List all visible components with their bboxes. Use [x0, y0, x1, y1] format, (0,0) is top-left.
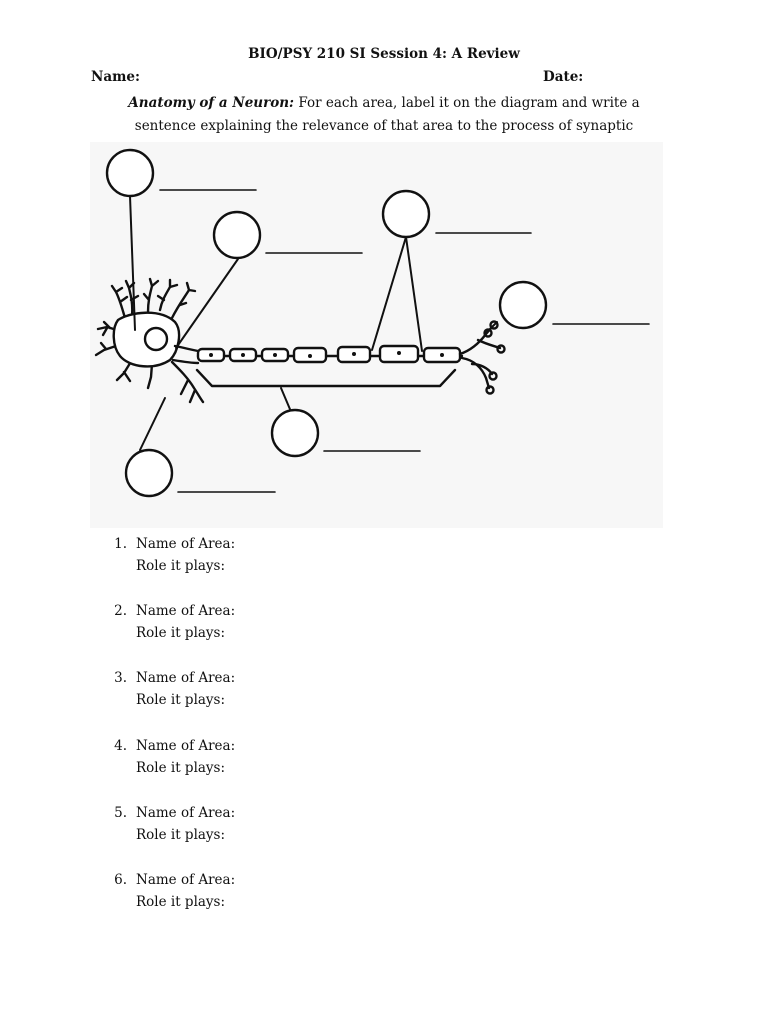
label-circle-1 — [107, 150, 153, 196]
role-label: Role it plays: — [136, 893, 226, 910]
role-label: Role it plays: — [136, 826, 226, 843]
label-circle-3 — [383, 191, 429, 237]
worksheet-title: BIO/PSY 210 SI Session 4: A Review — [248, 46, 520, 62]
role-label: Role it plays: — [136, 692, 226, 709]
name-of-area-label: Name of Area: — [136, 871, 236, 888]
date-label: Date: — [543, 69, 584, 85]
label-circle-5 — [272, 410, 318, 456]
role-label: Role it plays: — [136, 558, 226, 574]
question-number: 5. — [114, 804, 127, 821]
label-circle-6 — [126, 450, 172, 496]
instructions-lead: Anatomy of a Neuron: — [128, 95, 295, 111]
question-number: 1. — [114, 536, 127, 552]
name-of-area-label: Name of Area: — [136, 603, 236, 620]
question-number: 6. — [114, 871, 127, 888]
instructions-text: For each area, label it on the diagram and write a sentence explaining the relevance of that area to the process of synaptic — [134, 95, 640, 134]
name-of-area-label: Name of Area: — [136, 737, 236, 754]
name-of-area-label: Name of Area: — [136, 536, 236, 552]
role-label: Role it plays: — [136, 759, 226, 776]
label-circle-2 — [214, 212, 260, 258]
nucleus — [145, 328, 167, 350]
question-number: 2. — [114, 603, 127, 620]
neuron-diagram — [90, 142, 663, 528]
name-of-area-label: Name of Area: — [136, 804, 236, 821]
name-of-area-label: Name of Area: — [136, 670, 236, 687]
role-label: Role it plays: — [136, 625, 226, 642]
label-circle-4 — [500, 282, 546, 328]
question-number: 3. — [114, 670, 127, 687]
name-label: Name: — [91, 69, 140, 85]
question-number: 4. — [114, 737, 127, 754]
